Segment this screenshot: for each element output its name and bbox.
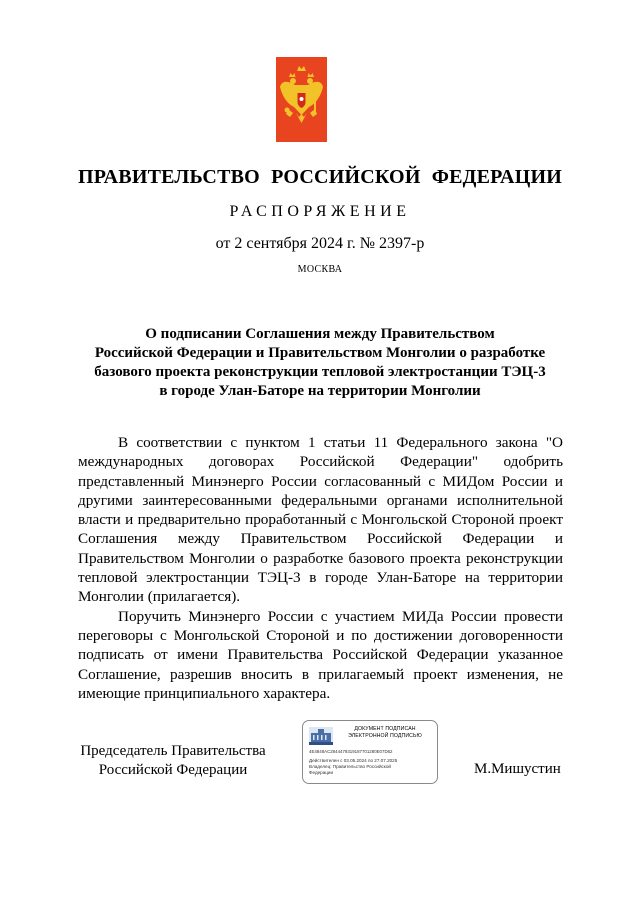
body-paragraph: Поручить Минэнерго России с участием МИДа России провести переговоры с Монгольской Стороной и по достижении договоренности подписать от имени Правительства Российской Федерации указанное Соглашение, разрешив вносить в прилагаемый проект изменения, не имеющие принципиального характера.	[78, 607, 563, 702]
stamp-title-line: ЭЛЕКТРОННОЙ ПОДПИСЬЮ	[348, 733, 422, 739]
electronic-signature-stamp	[302, 720, 438, 784]
stamp-certificate: 4E4848AC2844479319187701280E07D62	[309, 749, 393, 754]
document-date-number: от 2 сентября 2024 г. № 2397-р	[215, 235, 425, 252]
stamp-owner-line: Владелец: Правительство Российской	[309, 764, 391, 769]
body-paragraph: В соответствии с пунктом 1 статьи 11 Федерального закона "О международных договорах Российской Федерации" одобрить представленный Минэнерго России согласованный с МИДом России и другими заинтересованными федеральными органами исполнительной власти и предварительно проработанный с Монгольской Стороной проект Соглашения между Правительством Российской Федерации и Правительством Монголии о разработке базового проекта реконструкции тепловой электростанции ТЭЦ-3 в городе Улан-Баторе на территории Монголии (прилагается).	[78, 434, 563, 606]
stamp-title	[337, 726, 433, 740]
document-type: РАСПОРЯЖЕНИЕ	[229, 203, 411, 220]
subject-line: базового проекта реконструкции тепловой электростанции ТЭЦ-3	[94, 364, 546, 380]
signer-position-line: Председатель Правительства	[80, 743, 266, 759]
document-subject	[70, 325, 570, 401]
document-body	[78, 433, 563, 703]
signer-position-line: Российской Федерации	[98, 762, 248, 778]
stamp-title-line: ДОКУМЕНТ ПОДПИСАН	[354, 726, 416, 732]
subject-line: Российской Федерации и Правительством Монголии о разработке	[94, 345, 546, 361]
government-building-icon	[309, 727, 333, 745]
stamp-validity: Действителен с 03.05.2024 по 27.07.2025	[309, 758, 398, 763]
subject-line: в городе Улан-Баторе на территории Монголии	[159, 383, 481, 399]
document-city: МОСКВА	[297, 264, 343, 275]
signer-name: М.Мишустин	[474, 761, 561, 777]
government-title: ПРАВИТЕЛЬСТВО РОССИЙСКОЙ ФЕДЕРАЦИИ	[78, 166, 562, 188]
coat-of-arms-icon	[276, 57, 327, 142]
stamp-owner	[309, 764, 391, 776]
subject-line: О подписании Соглашения между Правительством	[145, 326, 495, 342]
signer-position	[78, 742, 268, 780]
stamp-owner-line: Федерации	[309, 770, 334, 775]
